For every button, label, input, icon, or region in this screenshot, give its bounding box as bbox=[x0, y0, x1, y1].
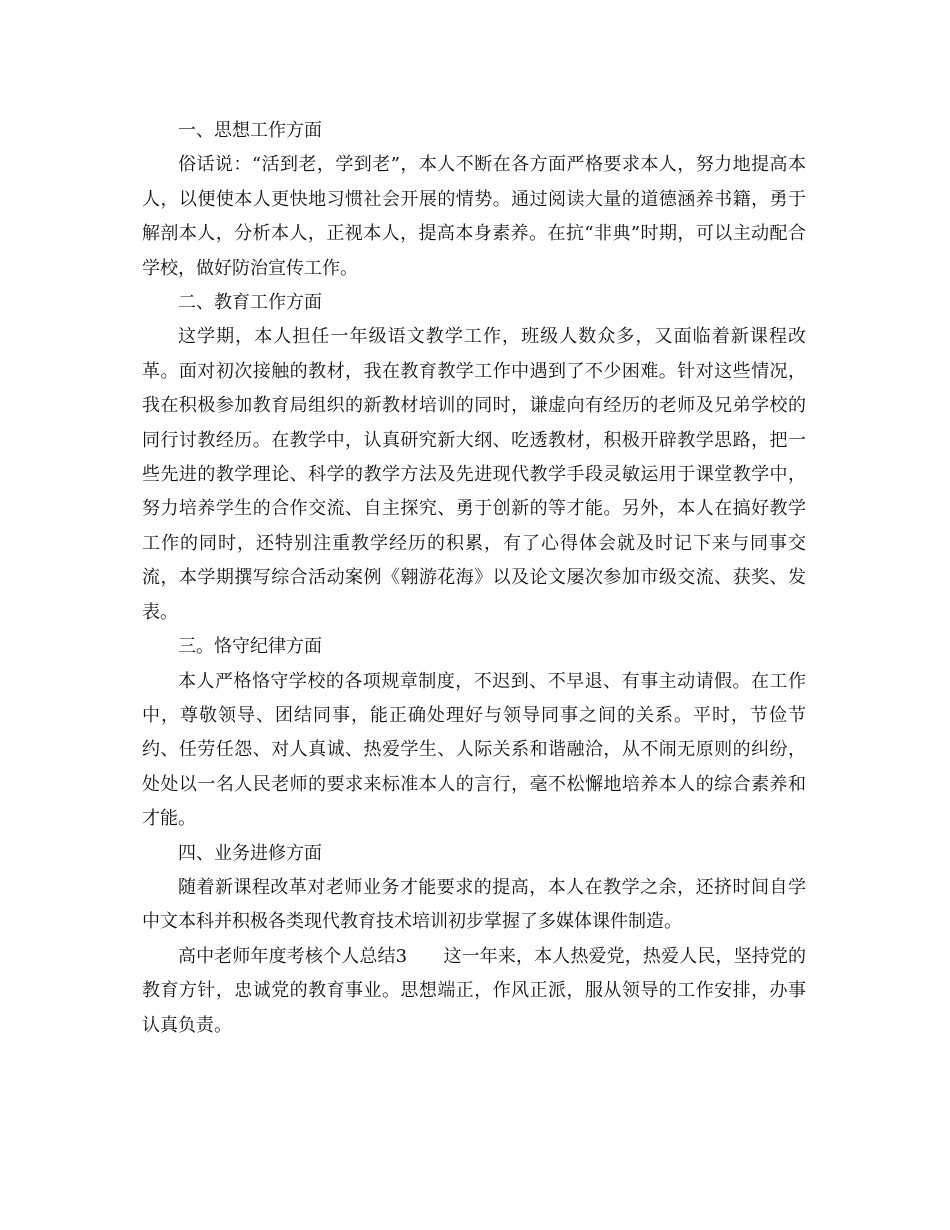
section-heading-discipline: 三。恪守纪律方面 bbox=[178, 636, 322, 658]
document-body bbox=[142, 114, 806, 1043]
paragraph-discipline: 本人严格恪守学校的各项规章制度，不迟到、不早退、有事主动请假。在工作中，尊敬领导、团结同事，能正确处理好与领导同事之间的关系。平时，节俭节约、任劳任怨、对人真诚、热爱学生、人际关系和谐融洽，从不闹无原则的纠纷，处处以一名人民老师的要求来标准本人的言行，毫不松懈地培养本人的综合素养和才能。 bbox=[142, 670, 806, 830]
paragraph-education: 这学期，本人担任一年级语文教学工作，班级人数众多，又面临着新课程改革。面对初次接触的教材，我在教育教学工作中遇到了不少困难。针对这些情况，我在积极参加教育局组织的新教材培训的同时，谦虚向有经历的老师及兄弟学校的同行讨教经历。在教学中，认真研究新大纲、吃透教材，积极开辟教学思路，把一些先进的教学理论、科学的教学方法及先进现代教学手段灵敏运用于课堂教学中，努力培养学生的合作交流、自主探究、勇于创新的等才能。另外，本人在搞好教学工作的同时，还特别注重教学经历的积累，有了心得体会就及时记下来与同事交流，本学期撰写综合活动案例《翱游花海》以及论文屡次参加市级交流、获奖、发表。 bbox=[142, 326, 806, 623]
section-heading-thought: 一、思想工作方面 bbox=[178, 120, 322, 141]
section-heading-education: 二、教育工作方面 bbox=[178, 292, 322, 314]
paragraph-study: 随着新课程改革对老师业务才能要求的提高，本人在教学之余，还挤时间自学中文本科并积极各类现代教育技术培训初步掌握了多媒体课件制造。 bbox=[142, 876, 806, 933]
section-heading-study: 四、业务进修方面 bbox=[178, 842, 322, 864]
paragraph-summary-3: 高中老师年度考核个人总结3 这一年来，本人热爱党，热爱人民，坚持党的教育方针，忠诚党的教育事业。思想端正，作风正派，服从领导的工作安排，办事认真负责。 bbox=[142, 945, 806, 1036]
paragraph-thought: 俗话说：“活到老，学到老”，本人不断在各方面严格要求本人，努力地提高本人，以便使本人更快地习惯社会开展的情势。通过阅读大量的道德涵养书籍，勇于解剖本人，分析本人，正视本人，提高本身素养。在抗“非典”时期，可以主动配合学校，做好防治宣传工作。 bbox=[142, 154, 806, 279]
